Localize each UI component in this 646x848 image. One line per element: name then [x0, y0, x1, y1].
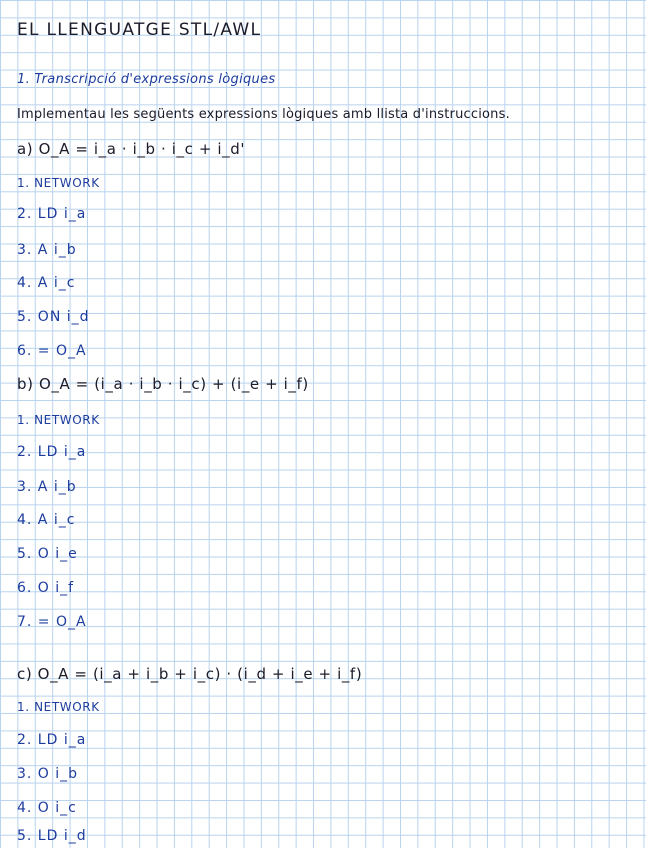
- exercise-a-step-1: 1. NETWORK: [17, 176, 100, 190]
- exercise-b-step-4: 4. A i_c: [17, 512, 76, 528]
- exercise-c-step-4: 4. O i_c: [17, 800, 77, 816]
- exercise-b-step-6: 6. O i_f: [17, 580, 75, 596]
- exercise-c-step-3: 3. O i_b: [17, 766, 79, 782]
- exercise-a-step-6: 6. = O_A: [17, 343, 87, 359]
- exercise-a-step-3: 3. A i_b: [17, 242, 77, 258]
- section-heading: 1. Transcripció d'expressions lògiques: [17, 72, 276, 87]
- exercise-b-step-7: 7. = O_A: [17, 614, 87, 630]
- exercise-b-expression: b) O_A = (i_a · i_b · i_c) + (i_e + i_f): [17, 375, 309, 393]
- exercise-a-step-2: 2. LD i_a: [17, 206, 87, 222]
- exercise-c-step-5: 5. LD i_d: [17, 828, 87, 844]
- instruction-text: Implementau les següents expressions lògiques amb llista d'instruccions.: [17, 107, 510, 122]
- exercise-a-expression: a) O_A = i_a · i_b · i_c + i_d': [17, 140, 246, 158]
- exercise-c-step-1: 1. NETWORK: [17, 700, 100, 714]
- exercise-b-step-3: 3. A i_b: [17, 479, 77, 495]
- exercise-b-step-2: 2. LD i_a: [17, 444, 87, 460]
- exercise-b-step-1: 1. NETWORK: [17, 413, 100, 427]
- exercise-a-step-4: 4. A i_c: [17, 275, 76, 291]
- exercise-a-step-5: 5. ON i_d: [17, 309, 90, 325]
- exercise-c-step-2: 2. LD i_a: [17, 732, 87, 748]
- exercise-c-expression: c) O_A = (i_a + i_b + i_c) · (i_d + i_e + i_f): [17, 665, 363, 683]
- page-title: EL LLENGUATGE STL/AWL: [17, 20, 262, 40]
- exercise-b-step-5: 5. O i_e: [17, 546, 78, 562]
